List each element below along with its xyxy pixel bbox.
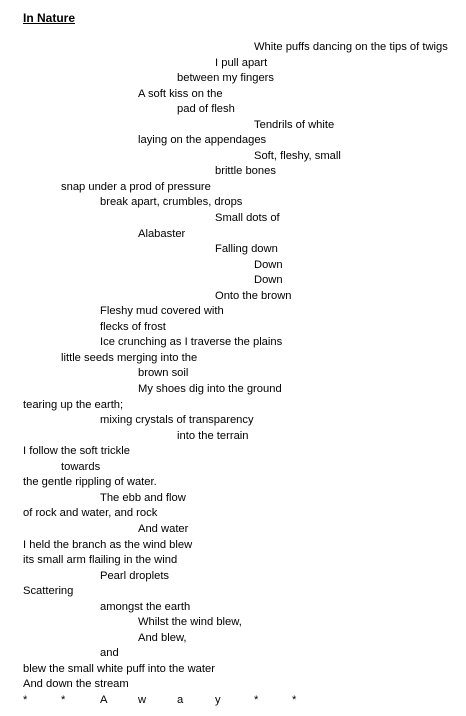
poem-line: I pull apart bbox=[215, 56, 268, 69]
poem-line: Tendrils of white bbox=[254, 118, 335, 131]
poem-line: and bbox=[100, 647, 119, 660]
final-line-char: A bbox=[100, 693, 108, 706]
poem-line: A soft kiss on the bbox=[138, 87, 223, 100]
poem-line: laying on the appendages bbox=[138, 134, 267, 147]
poem-line: blew the small white puff into the water bbox=[23, 662, 215, 675]
poem-line: I held the branch as the wind blew bbox=[23, 538, 193, 551]
final-line-char: * bbox=[61, 693, 66, 706]
poem-line: snap under a prod of pressure bbox=[61, 180, 211, 193]
poem-line: Whilst the wind blew, bbox=[138, 616, 242, 629]
poem-line: between my fingers bbox=[177, 72, 275, 85]
poem-line: brittle bones bbox=[215, 165, 276, 178]
poem-line: Alabaster bbox=[138, 227, 186, 240]
poem-line: towards bbox=[61, 460, 101, 473]
poem-line: And blew, bbox=[138, 631, 187, 644]
poem-line: Pearl droplets bbox=[100, 569, 170, 582]
poem-line: Down bbox=[254, 258, 283, 271]
poem-line: Soft, fleshy, small bbox=[254, 149, 341, 162]
poem-line: The ebb and flow bbox=[100, 491, 186, 504]
poem-line: Onto the brown bbox=[215, 289, 292, 302]
poem-line: Ice crunching as I traverse the plains bbox=[100, 336, 283, 349]
poem-line: Small dots of bbox=[215, 212, 280, 225]
poem-line: Fleshy mud covered with bbox=[100, 305, 224, 318]
poem-line: Falling down bbox=[215, 243, 278, 256]
final-line-char: * bbox=[254, 693, 259, 706]
poem-title: In Nature bbox=[23, 11, 76, 25]
poem-line: flecks of frost bbox=[100, 320, 166, 333]
final-line-char: a bbox=[177, 693, 184, 706]
poem-line: And down the stream bbox=[23, 678, 129, 691]
poem-line: the gentle rippling of water. bbox=[23, 476, 157, 489]
poem-line: pad of flesh bbox=[177, 103, 235, 116]
poem-line: amongst the earth bbox=[100, 600, 191, 613]
poem-line: into the terrain bbox=[177, 429, 249, 442]
final-line-char: * bbox=[23, 693, 28, 706]
poem-line: mixing crystals of transparency bbox=[100, 414, 254, 427]
final-line-char: y bbox=[215, 693, 221, 706]
poem-line: I follow the soft trickle bbox=[23, 445, 130, 458]
poem-line: little seeds merging into the bbox=[61, 351, 198, 364]
poem-line: And water bbox=[138, 522, 189, 535]
poem-line: Down bbox=[254, 274, 283, 287]
poem-line: My shoes dig into the ground bbox=[138, 383, 282, 396]
poem-line: Scattering bbox=[23, 585, 74, 598]
final-line-char: w bbox=[138, 693, 147, 706]
poem-line: brown soil bbox=[138, 367, 189, 380]
poem-final-line bbox=[0, 693, 466, 709]
final-line-char: * bbox=[292, 693, 297, 706]
poem-body bbox=[0, 40, 466, 709]
poem-line: break apart, crumbles, drops bbox=[100, 196, 243, 209]
poem-line: its small arm flailing in the wind bbox=[23, 554, 178, 567]
poem-line: tearing up the earth; bbox=[23, 398, 124, 411]
poem-line: of rock and water, and rock bbox=[23, 507, 158, 520]
poem-line: White puffs dancing on the tips of twigs bbox=[254, 41, 448, 53]
